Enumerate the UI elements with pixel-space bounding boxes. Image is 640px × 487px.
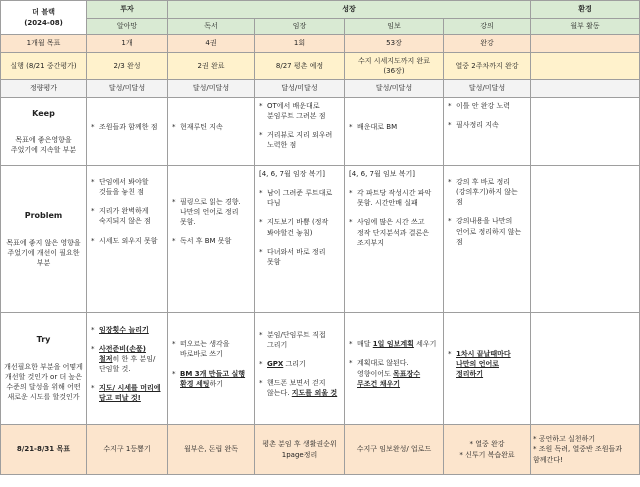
bottom-item: * 신투기 복습완료 xyxy=(459,450,515,459)
try-item: * 핸드폰 보면서 걷지 않는다. 지도를 외울 것 xyxy=(259,378,340,398)
keep-title: Keep xyxy=(32,108,55,118)
try-item: * 계획대로 않된다. 영향이어도 목표장수 무조건 채우기 xyxy=(349,358,439,388)
exec-cell: 2권 완료 xyxy=(168,53,255,80)
problem-desc: 목표에 좋지 않은 영향을 주었기에 개선이 필요한 부분 xyxy=(6,238,81,267)
eval-cell: 달성/미달성 xyxy=(255,80,345,98)
eval-cell: 달성/미달성 xyxy=(444,80,531,98)
bottom-cell: 수지구 1등뽑기 xyxy=(87,425,168,475)
goal-label: 1개월 목표 xyxy=(1,35,87,53)
problem-item: * 각 파트당 작성시간 파악 못함. 시간안배 실패 xyxy=(349,188,439,208)
eval-cell: 달성/미달성 xyxy=(168,80,255,98)
exec-label: 실행 (8/21 중간평가) xyxy=(1,53,87,80)
col-header-wolbu: 월부 활동 xyxy=(531,19,640,35)
corner-cell xyxy=(1,1,87,35)
goal-cell: 1개 xyxy=(87,35,168,53)
try-item: * 떠오르는 생각을 바로바로 쓰기 xyxy=(172,339,250,359)
bottom-cell xyxy=(444,425,531,475)
problem-item: * 다녀와서 바로 정리 못함 xyxy=(259,247,340,267)
try-title: Try xyxy=(36,335,51,345)
try-item: * BM 3개 만들고 실행 환경 세팅하기 xyxy=(172,369,250,389)
try-item: * GPX 그리기 xyxy=(259,359,340,369)
bottom-cell: 수지구 임보완성/ 업로드 xyxy=(345,425,444,475)
keep-item: * 거리뷰로 지리 외우려 노력한 점 xyxy=(259,130,340,150)
exec-cell: 2/3 완성 xyxy=(87,53,168,80)
problem-heading: [4, 6, 7월 임장 복기] xyxy=(259,170,325,178)
try-empty-cell xyxy=(531,313,640,425)
problem-row xyxy=(1,166,640,313)
bottom-cell: 월부은, 돈립 완독 xyxy=(168,425,255,475)
problem-item: * 강의 후 바로 정리(강의후기)하지 않는 점 xyxy=(448,177,526,207)
eval-cell: 달성/미달성 xyxy=(345,80,444,98)
eval-cell: 달성/미달성 xyxy=(87,80,168,98)
problem-item: * 강의내용을 나만의 언어로 정리하지 않는 점 xyxy=(448,216,526,246)
group-invest: 투자 xyxy=(87,1,168,19)
goal-cell xyxy=(531,35,640,53)
try-item: * 지도/ 시세를 머리에 담고 떠날 것! xyxy=(91,383,163,403)
bottom-item: * 열중 완강 xyxy=(469,440,505,449)
eval-row xyxy=(1,80,640,98)
eval-label: 정량평가 xyxy=(1,80,87,98)
col-header-imjang: 임장 xyxy=(255,19,345,35)
keep-empty-cell xyxy=(531,98,640,166)
bottom-item: * 조원 독려, 열중반 조원들과 함께간다! xyxy=(533,445,623,464)
col-header-reading: 독서 xyxy=(168,19,255,35)
group-growth: 성장 xyxy=(168,1,531,19)
try-item: * 사전준비(손품) 철저히 한 후 분임/단임할 것. xyxy=(91,344,163,374)
try-item: * 분임/단임루트 직접 그리기 xyxy=(259,330,340,350)
keep-item: * 배운대로 BM xyxy=(349,122,439,132)
problem-item: * 지리가 완벽하게 숙지되지 않은 점 xyxy=(91,206,163,226)
eval-cell xyxy=(531,80,640,98)
keep-item: * 조원들과 함께한 점 xyxy=(91,122,163,132)
bottom-row xyxy=(1,425,640,475)
col-header-lecture: 강의 xyxy=(444,19,531,35)
problem-title: Problem xyxy=(24,210,63,220)
problem-item: * 필링으로 읽는 경향. 나만의 언어로 정리 못함. xyxy=(172,197,250,227)
problem-item: * 지도보기 바쁨 (정작 봐야할건 놓침) xyxy=(259,217,340,237)
corner-title: 더 블랙 xyxy=(32,8,55,17)
exec-cell: 8/27 평촌 예정 xyxy=(255,53,345,80)
try-label xyxy=(1,313,87,425)
goal-cell: 완강 xyxy=(444,35,531,53)
keep-item: * 현재루틴 지속 xyxy=(172,122,250,132)
keep-item: * 필사정리 지속 xyxy=(448,120,526,130)
bottom-cell xyxy=(531,425,640,475)
exec-cell xyxy=(531,53,640,80)
problem-empty-cell xyxy=(531,166,640,313)
try-item: * 매달 1일 임보계획 세우기 xyxy=(349,339,439,349)
problem-item: * 독서 후 BM 못함 xyxy=(172,236,250,246)
group-env: 환경 xyxy=(531,1,640,19)
problem-label xyxy=(1,166,87,313)
problem-item: * 시세도 외우지 못함 xyxy=(91,236,163,246)
problem-item: * 단임에서 봐야할 것들을 놓친 점 xyxy=(91,177,163,197)
problem-heading: [4, 6, 7월 임보 복기] xyxy=(349,170,415,178)
goal-cell: 4권 xyxy=(168,35,255,53)
goal-row xyxy=(1,35,640,53)
bottom-cell: 평촌 분임 후 생활권순위 1page정리 xyxy=(255,425,345,475)
keep-item: * OT에서 배운대로 분임루트 그려본 점 xyxy=(259,101,340,121)
keep-row xyxy=(1,98,640,166)
try-row xyxy=(1,313,640,425)
keep-desc: 목표에 좋은영향을 주었기에 지속할 부분 xyxy=(10,136,77,155)
exec-row xyxy=(1,53,640,80)
keep-label xyxy=(1,98,87,166)
col-header-imbo: 임보 xyxy=(345,19,444,35)
try-desc: 개선필요한 부분을 어떻게 개선할 것인가 or 더 높은 수준의 달성을 위해 어떤 새로운 시도를 할것인가 xyxy=(4,363,83,402)
problem-item: * 남이 그려준 루트대로 다님 xyxy=(259,188,340,208)
keep-item: * 이틀 안 완강 노력 xyxy=(448,101,526,111)
exec-cell: 열중 2주차까지 완강 xyxy=(444,53,531,80)
col-header-alamang: 알아망 xyxy=(87,19,168,35)
bottom-label: 8/21-8/31 목표 xyxy=(1,425,87,475)
bottom-item: * 공언하고 실천하기 xyxy=(533,435,596,444)
goal-cell: 1회 xyxy=(255,35,345,53)
corner-subtitle: (2024-08) xyxy=(24,18,63,27)
exec-cell: 수지 시세지도까지 완료 (36장) xyxy=(345,53,444,80)
try-item: * 1차시 끝날때마다 나만의 언어로 정리하기 xyxy=(448,349,526,379)
goal-cell: 53장 xyxy=(345,35,444,53)
problem-item: * 사임에 많은 시간 쓰고 정작 단지분석과 결론은 조지부지 xyxy=(349,217,439,247)
try-item: * 임장횟수 늘리기 xyxy=(91,325,163,335)
